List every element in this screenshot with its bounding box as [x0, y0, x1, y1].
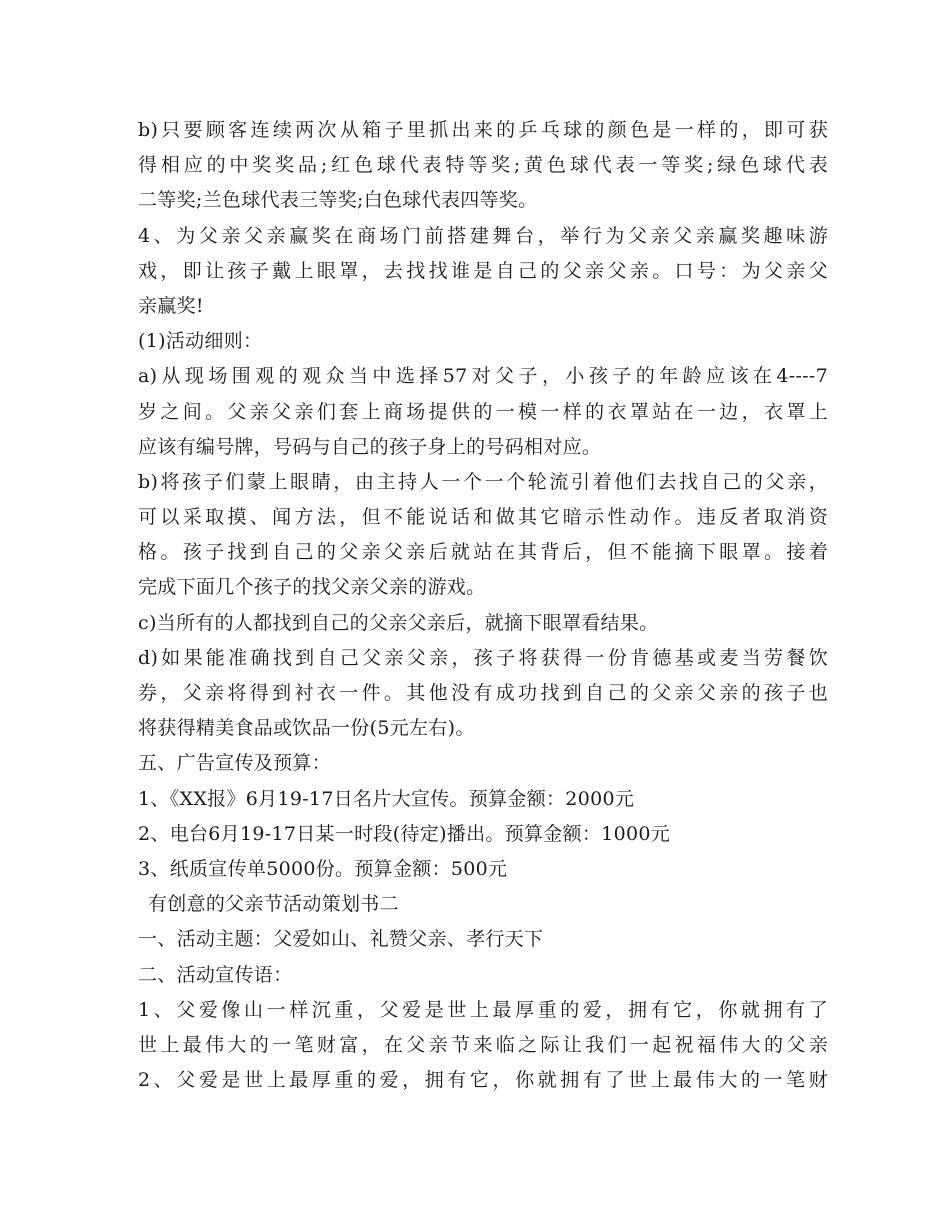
section-heading: 有创意的父亲节活动策划书二	[148, 893, 399, 916]
text-line: 2、父爱是世上最厚重的爱，拥有它，你就拥有了世上最伟大的一笔财	[138, 1069, 828, 1092]
text-line: 2、电台6月19-17日某一时段(待定)播出。预算金额：1000元	[138, 822, 671, 845]
text-line: 可以采取摸、闻方法，但不能说话和做其它暗示性动作。违反者取消资	[138, 506, 828, 529]
text-line: a)从现场围观的观众当中选择57对父子，小孩子的年龄应该在4----7	[138, 365, 828, 388]
text-line: 4、为父亲父亲赢奖在商场门前搭建舞台，举行为父亲父亲赢奖趣味游	[138, 224, 828, 247]
text-line: 券，父亲将得到衬衣一件。其他没有成功找到自己的父亲父亲的孩子也	[138, 682, 828, 704]
text-line: 亲赢奖!	[138, 294, 204, 317]
text-line: 得相应的中奖奖品;红色球代表特等奖;黄色球代表一等奖;绿色球代表	[138, 154, 828, 177]
text-line: 二等奖;兰色球代表三等奖;白色球代表四等奖。	[138, 189, 538, 212]
text-line: 五、广告宣传及预算：	[138, 752, 332, 775]
text-line: 一、活动主题：父爱如山、礼赞父亲、孝行天下	[138, 928, 544, 951]
text-line: 1、父爱像山一样沉重，父爱是世上最厚重的爱，拥有它，你就拥有了	[138, 998, 828, 1021]
text-line: b)只要顾客连续两次从箱子里抓出来的乒乓球的颜色是一样的，即可获	[138, 119, 828, 141]
text-line: 完成下面几个孩子的找父亲父亲的游戏。	[138, 576, 486, 599]
text-line: d)如果能准确找到自己父亲父亲，孩子将获得一份肯德基或麦当劳餐饮	[138, 646, 828, 669]
text-line: b)将孩子们蒙上眼睛，由主持人一个一个轮流引着他们去找自己的父亲，	[138, 470, 828, 493]
text-line: c)当所有的人都找到自己的父亲父亲后，就摘下眼罩看结果。	[138, 611, 659, 634]
text-line: 格。孩子找到自己的父亲父亲后就站在其背后，但不能摘下眼罩。接着	[138, 541, 828, 564]
text-line: 戏，即让孩子戴上眼罩，去找找谁是自己的父亲父亲。口号：为父亲父	[138, 259, 828, 282]
text-line: 应该有编号牌，号码与自己的孩子身上的号码相对应。	[138, 435, 602, 458]
text-line: 3、纸质宣传单5000份。预算金额：500元	[138, 857, 508, 880]
text-line: (1)活动细则：	[138, 330, 263, 353]
text-line: 1、《XX报》6月19-17日名片大宣传。预算金额：2000元	[138, 787, 635, 810]
document-body	[138, 113, 828, 1098]
text-line: 岁之间。父亲父亲们套上商场提供的一模一样的衣罩站在一边，衣罩上	[138, 400, 828, 423]
text-line: 将获得精美食品或饮品一份(5元左右)。	[138, 717, 475, 740]
text-line: 二、活动宣传语：	[138, 963, 293, 986]
text-line: 世上最伟大的一笔财富，在父亲节来临之际让我们一起祝福伟大的父亲	[138, 1033, 828, 1056]
